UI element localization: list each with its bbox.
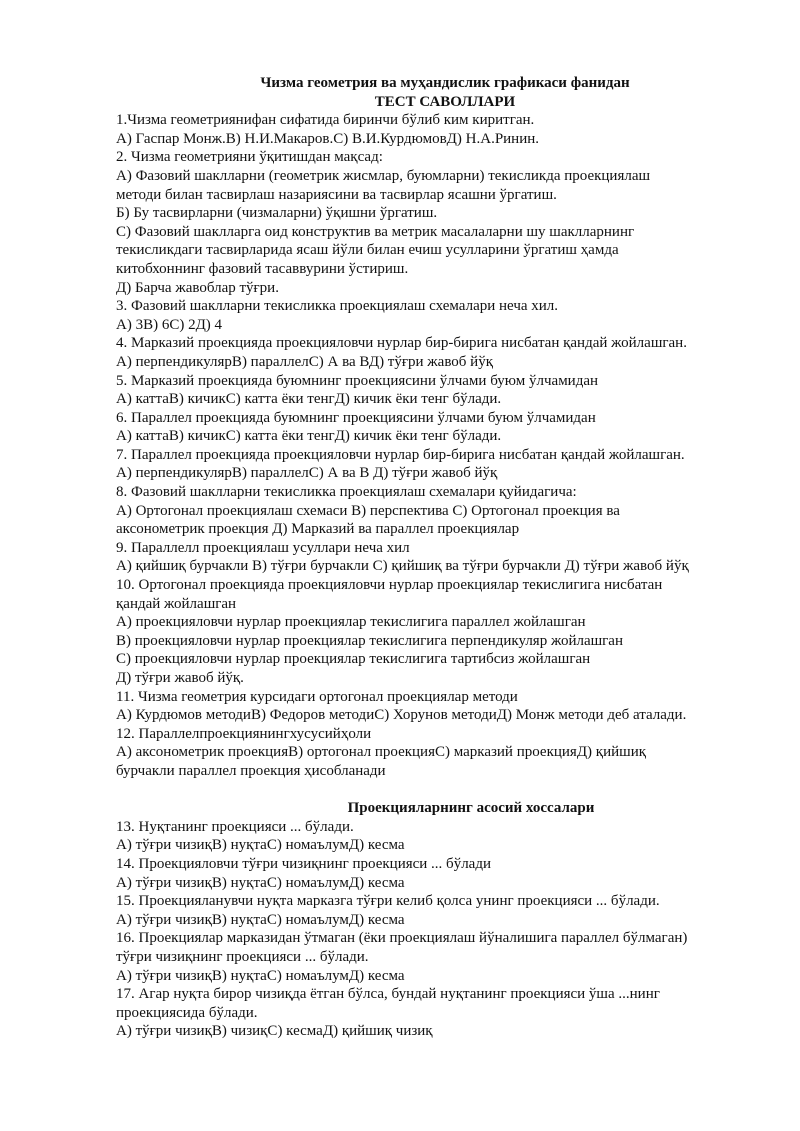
text-line: 2. Чизма геометрияни ўқитишдан мақсад: (116, 149, 383, 166)
document-subtitle: ТЕСТ САВОЛЛАРИ (374, 93, 516, 110)
text-line: 11. Чизма геометрия курсидаги ортогонал проекциялар методи (116, 688, 518, 705)
text-line: Д) тўғри жавоб йўқ. (116, 670, 244, 686)
text-line: А) тўғри чизиқВ) нуқтаС) номаълумД) кесма (116, 837, 405, 854)
text-line: А) проекцияловчи нурлар проекциялар текислигига параллел жойлашган (116, 614, 586, 631)
text-line: 17. Агар нуқта бирор чизиқда ётган бўлса, бундай нуқтанинг проекцияси ўша ...нинг (116, 986, 660, 1003)
text-line: қандай жойлашган (116, 595, 237, 612)
text-line: 7. Параллел проекцияда проекцияловчи нурлар бир-бирига нисбатан қандай жойлашган. (116, 446, 685, 463)
text-line: 5. Марказий проекцияда буюмнинг проекциясини ўлчами буюм ўлчамидан (116, 372, 599, 389)
questions-section-2 (116, 799, 746, 1041)
text-line: 13. Нуқтанинг проекцияси ... бўлади. (116, 818, 354, 835)
text-line: бурчакли параллел проекция ҳисобланади (116, 762, 386, 779)
text-line: А) аксонометрик проекцияВ) ортогонал проекцияС) марказий проекцияД) қийшиқ (116, 744, 647, 761)
text-line: 10. Ортогонал проекцияда проекцияловчи нурлар проекциялар текислигига нисбатан (116, 577, 663, 594)
text-line: 4. Марказий проекцияда проекцияловчи нурлар бир-бирига нисбатан қандай жойлашган. (116, 335, 687, 352)
text-line: А) тўғри чизиқВ) нуқтаС) номаълумД) кесма (116, 911, 405, 928)
text-line: А) тўғри чизиқВ) нуқтаС) номаълумД) кесма (116, 967, 405, 984)
text-line: текисликдаги тасвирларида ясаш йўли билан ечиш усулларини ўргатиш ҳамда (116, 242, 619, 259)
section-2-lines (116, 818, 746, 1041)
text-line: А) Курдюмов методиВ) Федоров методиС) Хорунов методиД) Монж методи деб аталади. (116, 707, 687, 724)
document-page (116, 74, 746, 1041)
text-line: 3. Фазовий шаклларни текисликка проекциялаш схемалари неча хил. (116, 298, 559, 315)
section-heading: Проекцияларнинг асосий хоссалари (347, 800, 595, 817)
text-line: А) тўғри чизиқВ) нуқтаС) номаълумД) кесма (116, 874, 405, 891)
text-line: 1.Чизма геометриянифан сифатида биринчи бўлиб ким киритган. (116, 112, 535, 129)
text-line: 15. Проекцияланувчи нуқта марказга тўғри келиб қолса унинг проекцияси ... бўлади. (116, 893, 660, 910)
text-line: Д) Барча жавоблар тўғри. (116, 279, 279, 296)
text-line: проекциясида бўлади. (116, 1004, 258, 1021)
text-line: китобхоннинг фазовий тасаввурини ўстириш. (116, 260, 409, 277)
text-line: А) Ортогонал проекциялаш схемаси В) перспектива С) Ортогонал проекция ва (116, 502, 620, 519)
text-line: А) каттаВ) кичикС) катта ёки тенгД) кичик ёки тенг бўлади. (116, 428, 502, 445)
text-line: тўғри чизиқнинг проекцияси ... бўлади. (116, 948, 369, 965)
text-line: А) 3В) 6С) 2Д) 4 (116, 316, 223, 333)
questions-section-1 (116, 111, 746, 780)
section-spacer (116, 781, 746, 800)
text-line: С) Фазовий шаклларга оид конструктив ва метрик масалаларни шу шаклларнинг (116, 223, 635, 240)
text-line: методи билан тасвирлаш назариясини ва тасвирлар ясашни ўргатиш. (116, 186, 557, 203)
text-line: А) Гаспар Монж.В) Н.И.Макаров.С) В.И.КурдюмовД) Н.А.Ринин. (116, 130, 540, 147)
text-line: А) қийшиқ бурчакли В) тўғри бурчакли С) қийшиқ ва тўғри бурчакли Д) тўғри жавоб йўқ (116, 558, 689, 575)
text-line: 6. Параллел проекцияда буюмнинг проекциясини ўлчами буюм ўлчамидан (116, 409, 596, 426)
text-line: А) каттаВ) кичикС) катта ёки тенгД) кичик ёки тенг бўлади. (116, 391, 502, 408)
document-title: Чизма геометрия ва муҳандислик графикаси фанидан (260, 75, 630, 91)
text-line: 8. Фазовий шаклларни текисликка проекциялаш схемалари қуйидагича: (116, 484, 577, 501)
text-line: А) перпендикулярВ) параллелС) А ва В Д) тўғри жавоб йўқ (116, 465, 498, 482)
text-line: А) тўғри чизиқВ) чизиқС) кесмаД) қийшиқ чизиқ (116, 1023, 433, 1040)
text-line: В) проекцияловчи нурлар проекциялар текислигига перпендикуляр жойлашган (116, 632, 623, 649)
text-line: А) Фазовий шаклларни (геометрик жисмлар, буюмларни) текисликда проекциялаш (116, 167, 651, 184)
text-line: Б) Бу тасвирларни (чизмаларни) ўқишни ўргатиш. (116, 205, 438, 222)
text-line: аксонометрик проекция Д) Марказий ва параллел проекциялар (116, 521, 520, 538)
text-line: 14. Проекцияловчи тўғри чизиқнинг проекцияси ... бўлади (116, 855, 491, 872)
text-line: 12. Параллелпроекциянингхусусийҳоли (116, 725, 372, 742)
text-line: С) проекцияловчи нурлар проекциялар текислигига тартибсиз жойлашган (116, 651, 591, 668)
text-line: 9. Параллелл проекциялаш усуллари неча хил (116, 539, 410, 556)
text-line: 16. Проекциялар марказидан ўтмаган (ёки проекциялаш йўналишига параллел бўлмаган) (116, 930, 688, 947)
text-line: А) перпендикулярВ) параллелС) А ва ВД) тўғри жавоб йўқ (116, 353, 493, 370)
